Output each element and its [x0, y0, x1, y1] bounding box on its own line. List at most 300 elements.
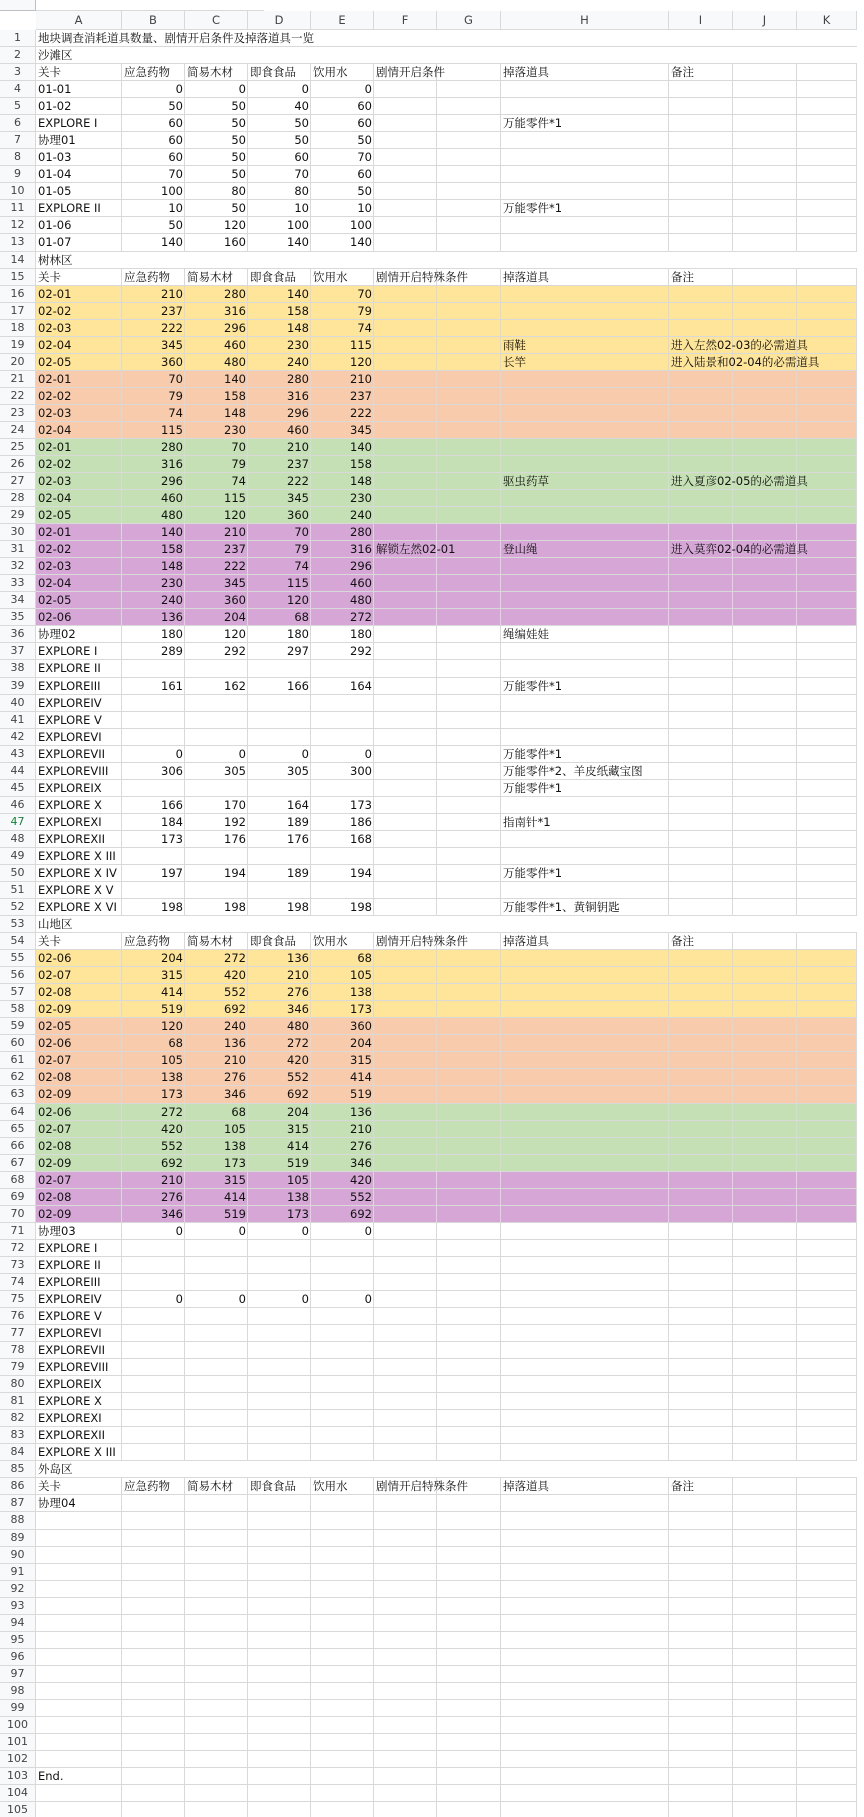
sheet-cell[interactable]: [669, 899, 733, 916]
wood-cell[interactable]: 120: [224, 627, 246, 641]
row-number[interactable]: 74: [0, 1274, 36, 1291]
sheet-cell[interactable]: [437, 1359, 501, 1376]
level-cell[interactable]: 02-07: [38, 968, 72, 982]
sheet-cell[interactable]: [437, 524, 501, 541]
sheet-cell[interactable]: [501, 967, 669, 984]
sheet-cell[interactable]: [185, 1427, 248, 1444]
sheet-cell[interactable]: [501, 1734, 669, 1751]
water-cell[interactable]: 315: [350, 1053, 372, 1067]
sheet-cell[interactable]: [374, 81, 437, 98]
sheet-cell[interactable]: [501, 575, 669, 592]
sheet-cell[interactable]: [437, 780, 501, 797]
level-cell[interactable]: 02-09: [38, 1156, 72, 1170]
sheet-cell[interactable]: [669, 678, 733, 695]
level-cell[interactable]: 02-03: [38, 559, 72, 573]
level-cell[interactable]: End.: [38, 1769, 64, 1783]
sheet-cell[interactable]: [437, 149, 501, 166]
sheet-cell[interactable]: [501, 405, 669, 422]
water-cell[interactable]: 360: [350, 1019, 372, 1033]
wood-cell[interactable]: 50: [231, 133, 246, 147]
sheet-cell[interactable]: [501, 609, 669, 626]
sheet-cell[interactable]: [669, 865, 733, 882]
sheet-cell[interactable]: [501, 1206, 669, 1223]
food-cell[interactable]: 296: [287, 406, 309, 420]
sheet-cell[interactable]: [733, 1052, 797, 1069]
sheet-cell[interactable]: [797, 30, 857, 47]
sheet-cell[interactable]: [797, 1632, 857, 1649]
column-header-g[interactable]: G: [437, 11, 501, 30]
sheet-cell[interactable]: [797, 678, 857, 695]
sheet-cell[interactable]: [669, 916, 733, 933]
sheet-cell[interactable]: [669, 746, 733, 763]
sheet-cell[interactable]: [248, 1308, 311, 1325]
sheet-cell[interactable]: [733, 1069, 797, 1086]
sheet-cell[interactable]: [669, 524, 733, 541]
sheet-cell[interactable]: [122, 47, 185, 64]
sheet-cell[interactable]: [501, 1632, 669, 1649]
sheet-cell[interactable]: [122, 1734, 185, 1751]
sheet-cell[interactable]: [733, 1393, 797, 1410]
row-number[interactable]: 1: [0, 30, 36, 47]
sheet-cell[interactable]: [311, 848, 374, 865]
sheet-cell[interactable]: [669, 132, 733, 149]
sheet-cell[interactable]: [797, 1649, 857, 1666]
level-cell[interactable]: EXPLORE X: [38, 798, 102, 812]
sheet-cell[interactable]: [122, 1495, 185, 1512]
drop-item-cell[interactable]: 掉落道具: [503, 934, 549, 948]
sheet-cell[interactable]: [733, 1121, 797, 1138]
sheet-cell[interactable]: [733, 30, 797, 47]
level-cell[interactable]: EXPLOREIV: [38, 696, 102, 710]
sheet-cell[interactable]: [501, 1785, 669, 1802]
level-cell[interactable]: EXPLORE X III: [38, 1445, 116, 1459]
sheet-cell[interactable]: [437, 354, 501, 371]
sheet-cell[interactable]: [437, 814, 501, 831]
wood-cell[interactable]: 160: [224, 235, 246, 249]
sheet-cell[interactable]: [437, 1035, 501, 1052]
sheet-cell[interactable]: [501, 712, 669, 729]
medicine-cell[interactable]: 210: [161, 287, 183, 301]
wood-cell[interactable]: 120: [224, 218, 246, 232]
sheet-cell[interactable]: [374, 558, 437, 575]
sheet-cell[interactable]: [185, 729, 248, 746]
water-cell[interactable]: 552: [350, 1190, 372, 1204]
sheet-cell[interactable]: [669, 1427, 733, 1444]
row-number[interactable]: 10: [0, 183, 36, 200]
water-cell[interactable]: 292: [350, 644, 372, 658]
sheet-cell[interactable]: [797, 1086, 857, 1104]
sheet-cell[interactable]: [797, 149, 857, 166]
sheet-cell[interactable]: [311, 1700, 374, 1717]
row-number[interactable]: 43: [0, 746, 36, 763]
level-cell[interactable]: 02-09: [38, 1207, 72, 1221]
food-cell[interactable]: 68: [294, 610, 309, 624]
sheet-cell[interactable]: [36, 1632, 122, 1649]
wood-cell[interactable]: 194: [224, 866, 246, 880]
sheet-cell[interactable]: [501, 1325, 669, 1342]
sheet-cell[interactable]: [797, 1734, 857, 1751]
sheet-cell[interactable]: [733, 1001, 797, 1018]
sheet-cell[interactable]: [374, 234, 437, 252]
drop-item-cell[interactable]: 万能零件*1: [503, 679, 563, 693]
sheet-cell[interactable]: [501, 217, 669, 234]
water-cell[interactable]: 460: [350, 576, 372, 590]
sheet-cell[interactable]: [437, 899, 501, 916]
sheet-cell[interactable]: [501, 1291, 669, 1308]
sheet-cell[interactable]: [437, 234, 501, 252]
sheet-cell[interactable]: [669, 575, 733, 592]
sheet-cell[interactable]: [311, 882, 374, 899]
sheet-cell[interactable]: [501, 1649, 669, 1666]
medicine-cell[interactable]: 692: [161, 1156, 183, 1170]
sheet-cell[interactable]: [185, 1683, 248, 1700]
food-cell[interactable]: 280: [287, 372, 309, 386]
water-cell[interactable]: 140: [350, 440, 372, 454]
sheet-cell[interactable]: [437, 405, 501, 422]
sheet-cell[interactable]: [122, 1530, 185, 1547]
drop-item-cell[interactable]: 万能零件*1: [503, 116, 563, 130]
sheet-cell[interactable]: [248, 1785, 311, 1802]
sheet-cell[interactable]: [122, 1802, 185, 1817]
sheet-cell[interactable]: [437, 1581, 501, 1598]
sheet-cell[interactable]: [374, 1035, 437, 1052]
sheet-cell[interactable]: [122, 1461, 185, 1478]
sheet-cell[interactable]: [36, 1512, 122, 1530]
sheet-cell[interactable]: [501, 30, 669, 47]
sheet-cell[interactable]: [733, 1581, 797, 1598]
sheet-cell[interactable]: [437, 712, 501, 729]
sheet-cell[interactable]: [669, 609, 733, 626]
level-cell[interactable]: 01-07: [38, 235, 72, 249]
level-cell[interactable]: 02-01: [38, 525, 72, 539]
sheet-cell[interactable]: [669, 1104, 733, 1121]
sheet-cell[interactable]: [311, 1410, 374, 1427]
row-number[interactable]: 32: [0, 558, 36, 575]
sheet-cell[interactable]: [437, 490, 501, 507]
sheet-cell[interactable]: [311, 1547, 374, 1564]
medicine-cell[interactable]: 100: [161, 184, 183, 198]
row-number[interactable]: 30: [0, 524, 36, 541]
sheet-cell[interactable]: [733, 763, 797, 780]
sheet-cell[interactable]: [311, 695, 374, 712]
level-cell[interactable]: 02-06: [38, 610, 72, 624]
food-cell[interactable]: 272: [287, 1036, 309, 1050]
sheet-cell[interactable]: [374, 660, 437, 678]
sheet-cell[interactable]: [122, 729, 185, 746]
sheet-cell[interactable]: [501, 1700, 669, 1717]
sheet-cell[interactable]: [36, 1700, 122, 1717]
water-cell[interactable]: 296: [350, 559, 372, 573]
sheet-cell[interactable]: [122, 1342, 185, 1359]
row-number[interactable]: 19: [0, 337, 36, 354]
sheet-cell[interactable]: [374, 286, 437, 303]
sheet-cell[interactable]: [185, 1444, 248, 1461]
row-number[interactable]: 9: [0, 166, 36, 183]
sheet-cell[interactable]: [122, 1598, 185, 1615]
row-number[interactable]: 29: [0, 507, 36, 524]
row-number[interactable]: 84: [0, 1444, 36, 1461]
sheet-cell[interactable]: [122, 695, 185, 712]
food-cell[interactable]: 115: [287, 576, 309, 590]
sheet-cell[interactable]: [437, 1240, 501, 1257]
sheet-cell[interactable]: [374, 200, 437, 217]
row-number[interactable]: 22: [0, 388, 36, 405]
sheet-cell[interactable]: [122, 1785, 185, 1802]
medicine-cell[interactable]: 74: [168, 406, 183, 420]
sheet-cell[interactable]: [248, 660, 311, 678]
level-cell[interactable]: EXPLOREVI: [38, 1326, 102, 1340]
food-cell[interactable]: 105: [287, 1173, 309, 1187]
sheet-cell[interactable]: [311, 1461, 374, 1478]
sheet-cell[interactable]: [437, 1342, 501, 1359]
sheet-cell[interactable]: [185, 1564, 248, 1581]
sheet-cell[interactable]: [501, 1530, 669, 1547]
sheet-cell[interactable]: [669, 234, 733, 252]
sheet-cell[interactable]: [437, 337, 501, 354]
sheet-cell[interactable]: [733, 234, 797, 252]
row-number[interactable]: 24: [0, 422, 36, 439]
sheet-cell[interactable]: [797, 1325, 857, 1342]
sheet-cell[interactable]: [501, 1410, 669, 1427]
sheet-cell[interactable]: [437, 1512, 501, 1530]
sheet-cell[interactable]: [374, 763, 437, 780]
sheet-cell[interactable]: [437, 592, 501, 609]
sheet-cell[interactable]: [374, 797, 437, 814]
medicine-cell[interactable]: 197: [161, 866, 183, 880]
wood-cell[interactable]: 105: [224, 1122, 246, 1136]
row-number[interactable]: 15: [0, 269, 36, 286]
sheet-cell[interactable]: [669, 47, 733, 64]
medicine-cell[interactable]: 460: [161, 491, 183, 505]
sheet-cell[interactable]: [797, 303, 857, 320]
sheet-cell[interactable]: [374, 575, 437, 592]
sheet-cell[interactable]: [437, 422, 501, 439]
sheet-cell[interactable]: [501, 47, 669, 64]
row-number[interactable]: 52: [0, 899, 36, 916]
sheet-cell[interactable]: [501, 660, 669, 678]
sheet-cell[interactable]: [437, 695, 501, 712]
sheet-cell[interactable]: [501, 422, 669, 439]
sheet-cell[interactable]: [669, 695, 733, 712]
sheet-cell[interactable]: [311, 729, 374, 746]
sheet-cell[interactable]: [248, 1751, 311, 1768]
sheet-cell[interactable]: [374, 1052, 437, 1069]
sheet-cell[interactable]: [797, 252, 857, 269]
sheet-cell[interactable]: [797, 746, 857, 763]
sheet-cell[interactable]: [248, 1666, 311, 1683]
sheet-cell[interactable]: [437, 1495, 501, 1512]
medicine-cell[interactable]: 345: [161, 338, 183, 352]
medicine-cell[interactable]: 158: [161, 542, 183, 556]
sheet-cell[interactable]: [797, 1700, 857, 1717]
medicine-cell[interactable]: 420: [161, 1122, 183, 1136]
wood-cell[interactable]: 138: [224, 1139, 246, 1153]
sheet-cell[interactable]: [374, 1189, 437, 1206]
row-number[interactable]: 12: [0, 217, 36, 234]
sheet-cell[interactable]: [374, 1206, 437, 1223]
sheet-cell[interactable]: [122, 1700, 185, 1717]
sheet-cell[interactable]: [248, 1564, 311, 1581]
sheet-cell[interactable]: [248, 1581, 311, 1598]
sheet-cell[interactable]: [437, 1018, 501, 1035]
sheet-cell[interactable]: [437, 763, 501, 780]
sheet-cell[interactable]: [797, 81, 857, 98]
water-cell[interactable]: 204: [350, 1036, 372, 1050]
sheet-cell[interactable]: [501, 695, 669, 712]
sheet-cell[interactable]: [669, 1121, 733, 1138]
wood-cell[interactable]: 276: [224, 1070, 246, 1084]
sheet-cell[interactable]: [248, 47, 311, 64]
level-cell[interactable]: 02-07: [38, 1122, 72, 1136]
food-cell[interactable]: 176: [287, 832, 309, 846]
row-number[interactable]: 68: [0, 1172, 36, 1189]
food-cell[interactable]: 692: [287, 1087, 309, 1101]
sheet-cell[interactable]: [311, 30, 374, 47]
sheet-cell[interactable]: [733, 1427, 797, 1444]
row-number[interactable]: 98: [0, 1683, 36, 1700]
sheet-cell[interactable]: [36, 1649, 122, 1666]
row-number[interactable]: 73: [0, 1257, 36, 1274]
sheet-cell[interactable]: [311, 1683, 374, 1700]
food-cell[interactable]: 180: [287, 627, 309, 641]
sheet-cell[interactable]: [311, 1495, 374, 1512]
level-cell[interactable]: EXPLORE I: [38, 116, 98, 130]
sheet-cell[interactable]: [501, 1598, 669, 1615]
sheet-cell[interactable]: [374, 592, 437, 609]
sheet-cell[interactable]: [501, 1274, 669, 1291]
sheet-cell[interactable]: [669, 558, 733, 575]
medicine-cell[interactable]: 140: [161, 525, 183, 539]
sheet-cell[interactable]: [797, 166, 857, 183]
sheet-cell[interactable]: [797, 1069, 857, 1086]
wood-cell[interactable]: 50: [231, 167, 246, 181]
medicine-cell[interactable]: 应急药物: [124, 934, 170, 948]
level-cell[interactable]: 02-06: [38, 1036, 72, 1050]
sheet-cell[interactable]: [733, 899, 797, 916]
sheet-cell[interactable]: [733, 1461, 797, 1478]
sheet-cell[interactable]: [374, 967, 437, 984]
drop-item-cell[interactable]: 绳编娃娃: [503, 627, 549, 641]
water-cell[interactable]: 276: [350, 1139, 372, 1153]
water-cell[interactable]: 饮用水: [313, 270, 348, 284]
sheet-cell[interactable]: [122, 1257, 185, 1274]
food-cell[interactable]: 460: [287, 423, 309, 437]
note-cell[interactable]: 备注: [671, 1479, 694, 1493]
sheet-cell[interactable]: [36, 1598, 122, 1615]
sheet-cell[interactable]: [374, 507, 437, 524]
medicine-cell[interactable]: 204: [161, 951, 183, 965]
column-header-i[interactable]: I: [669, 11, 733, 30]
sheet-cell[interactable]: [501, 1035, 669, 1052]
medicine-cell[interactable]: 0: [175, 1224, 183, 1238]
sheet-cell[interactable]: [501, 1257, 669, 1274]
wood-cell[interactable]: 115: [224, 491, 246, 505]
sheet-cell[interactable]: [733, 1342, 797, 1359]
sheet-cell[interactable]: [437, 1564, 501, 1581]
sheet-cell[interactable]: [374, 1495, 437, 1512]
sheet-cell[interactable]: [797, 1240, 857, 1257]
sheet-cell[interactable]: [501, 1001, 669, 1018]
water-cell[interactable]: 480: [350, 593, 372, 607]
sheet-cell[interactable]: [797, 643, 857, 660]
sheet-cell[interactable]: [669, 592, 733, 609]
water-cell[interactable]: 60: [357, 99, 372, 113]
sheet-cell[interactable]: [248, 916, 311, 933]
sheet-cell[interactable]: [374, 1785, 437, 1802]
wood-cell[interactable]: 480: [224, 355, 246, 369]
sheet-cell[interactable]: [797, 609, 857, 626]
sheet-cell[interactable]: [248, 1240, 311, 1257]
food-cell[interactable]: 148: [287, 321, 309, 335]
level-cell[interactable]: 02-02: [38, 389, 72, 403]
sheet-cell[interactable]: [797, 967, 857, 984]
sheet-cell[interactable]: [248, 882, 311, 899]
row-number[interactable]: 56: [0, 967, 36, 984]
wood-cell[interactable]: 237: [224, 542, 246, 556]
sheet-cell[interactable]: [733, 626, 797, 643]
column-header-k[interactable]: K: [797, 11, 857, 30]
food-cell[interactable]: 305: [287, 764, 309, 778]
water-cell[interactable]: 173: [350, 1002, 372, 1016]
sheet-cell[interactable]: [248, 1768, 311, 1785]
wood-cell[interactable]: 简易木材: [187, 65, 233, 79]
sheet-cell[interactable]: [669, 882, 733, 899]
water-cell[interactable]: 222: [350, 406, 372, 420]
sheet-cell[interactable]: [797, 1564, 857, 1581]
medicine-cell[interactable]: 120: [161, 1019, 183, 1033]
medicine-cell[interactable]: 272: [161, 1105, 183, 1119]
sheet-cell[interactable]: [437, 831, 501, 848]
food-cell[interactable]: 100: [287, 218, 309, 232]
sheet-cell[interactable]: [185, 1768, 248, 1785]
row-number[interactable]: 51: [0, 882, 36, 899]
sheet-cell[interactable]: [501, 558, 669, 575]
drop-item-cell[interactable]: 万能零件*1: [503, 747, 563, 761]
sheet-cell[interactable]: [311, 1274, 374, 1291]
sheet-cell[interactable]: [374, 984, 437, 1001]
sheet-cell[interactable]: [797, 1512, 857, 1530]
level-cell[interactable]: 02-03: [38, 474, 72, 488]
sheet-cell[interactable]: [36, 1785, 122, 1802]
sheet-cell[interactable]: [122, 712, 185, 729]
sheet-cell[interactable]: [437, 166, 501, 183]
sheet-cell[interactable]: [437, 1291, 501, 1308]
sheet-cell[interactable]: [437, 252, 501, 269]
sheet-cell[interactable]: [733, 609, 797, 626]
water-cell[interactable]: 79: [357, 304, 372, 318]
sheet-cell[interactable]: [185, 1598, 248, 1615]
row-number[interactable]: 99: [0, 1700, 36, 1717]
sheet-cell[interactable]: [669, 30, 733, 47]
sheet-cell[interactable]: [733, 1530, 797, 1547]
sheet-cell[interactable]: [501, 592, 669, 609]
water-cell[interactable]: 0: [364, 82, 372, 96]
sheet-cell[interactable]: [733, 1495, 797, 1512]
sheet-cell[interactable]: [669, 1155, 733, 1172]
row-number[interactable]: 59: [0, 1018, 36, 1035]
level-cell[interactable]: EXPLOREXII: [38, 832, 106, 846]
medicine-cell[interactable]: 161: [161, 679, 183, 693]
level-cell[interactable]: 02-04: [38, 423, 72, 437]
water-cell[interactable]: 316: [350, 542, 372, 556]
sheet-cell[interactable]: [797, 524, 857, 541]
sheet-cell[interactable]: [733, 746, 797, 763]
note-cell[interactable]: 备注: [671, 270, 694, 284]
food-cell[interactable]: 10: [294, 201, 309, 215]
sheet-cell[interactable]: [501, 1121, 669, 1138]
sheet-cell[interactable]: [311, 1444, 374, 1461]
sheet-cell[interactable]: [36, 1751, 122, 1768]
